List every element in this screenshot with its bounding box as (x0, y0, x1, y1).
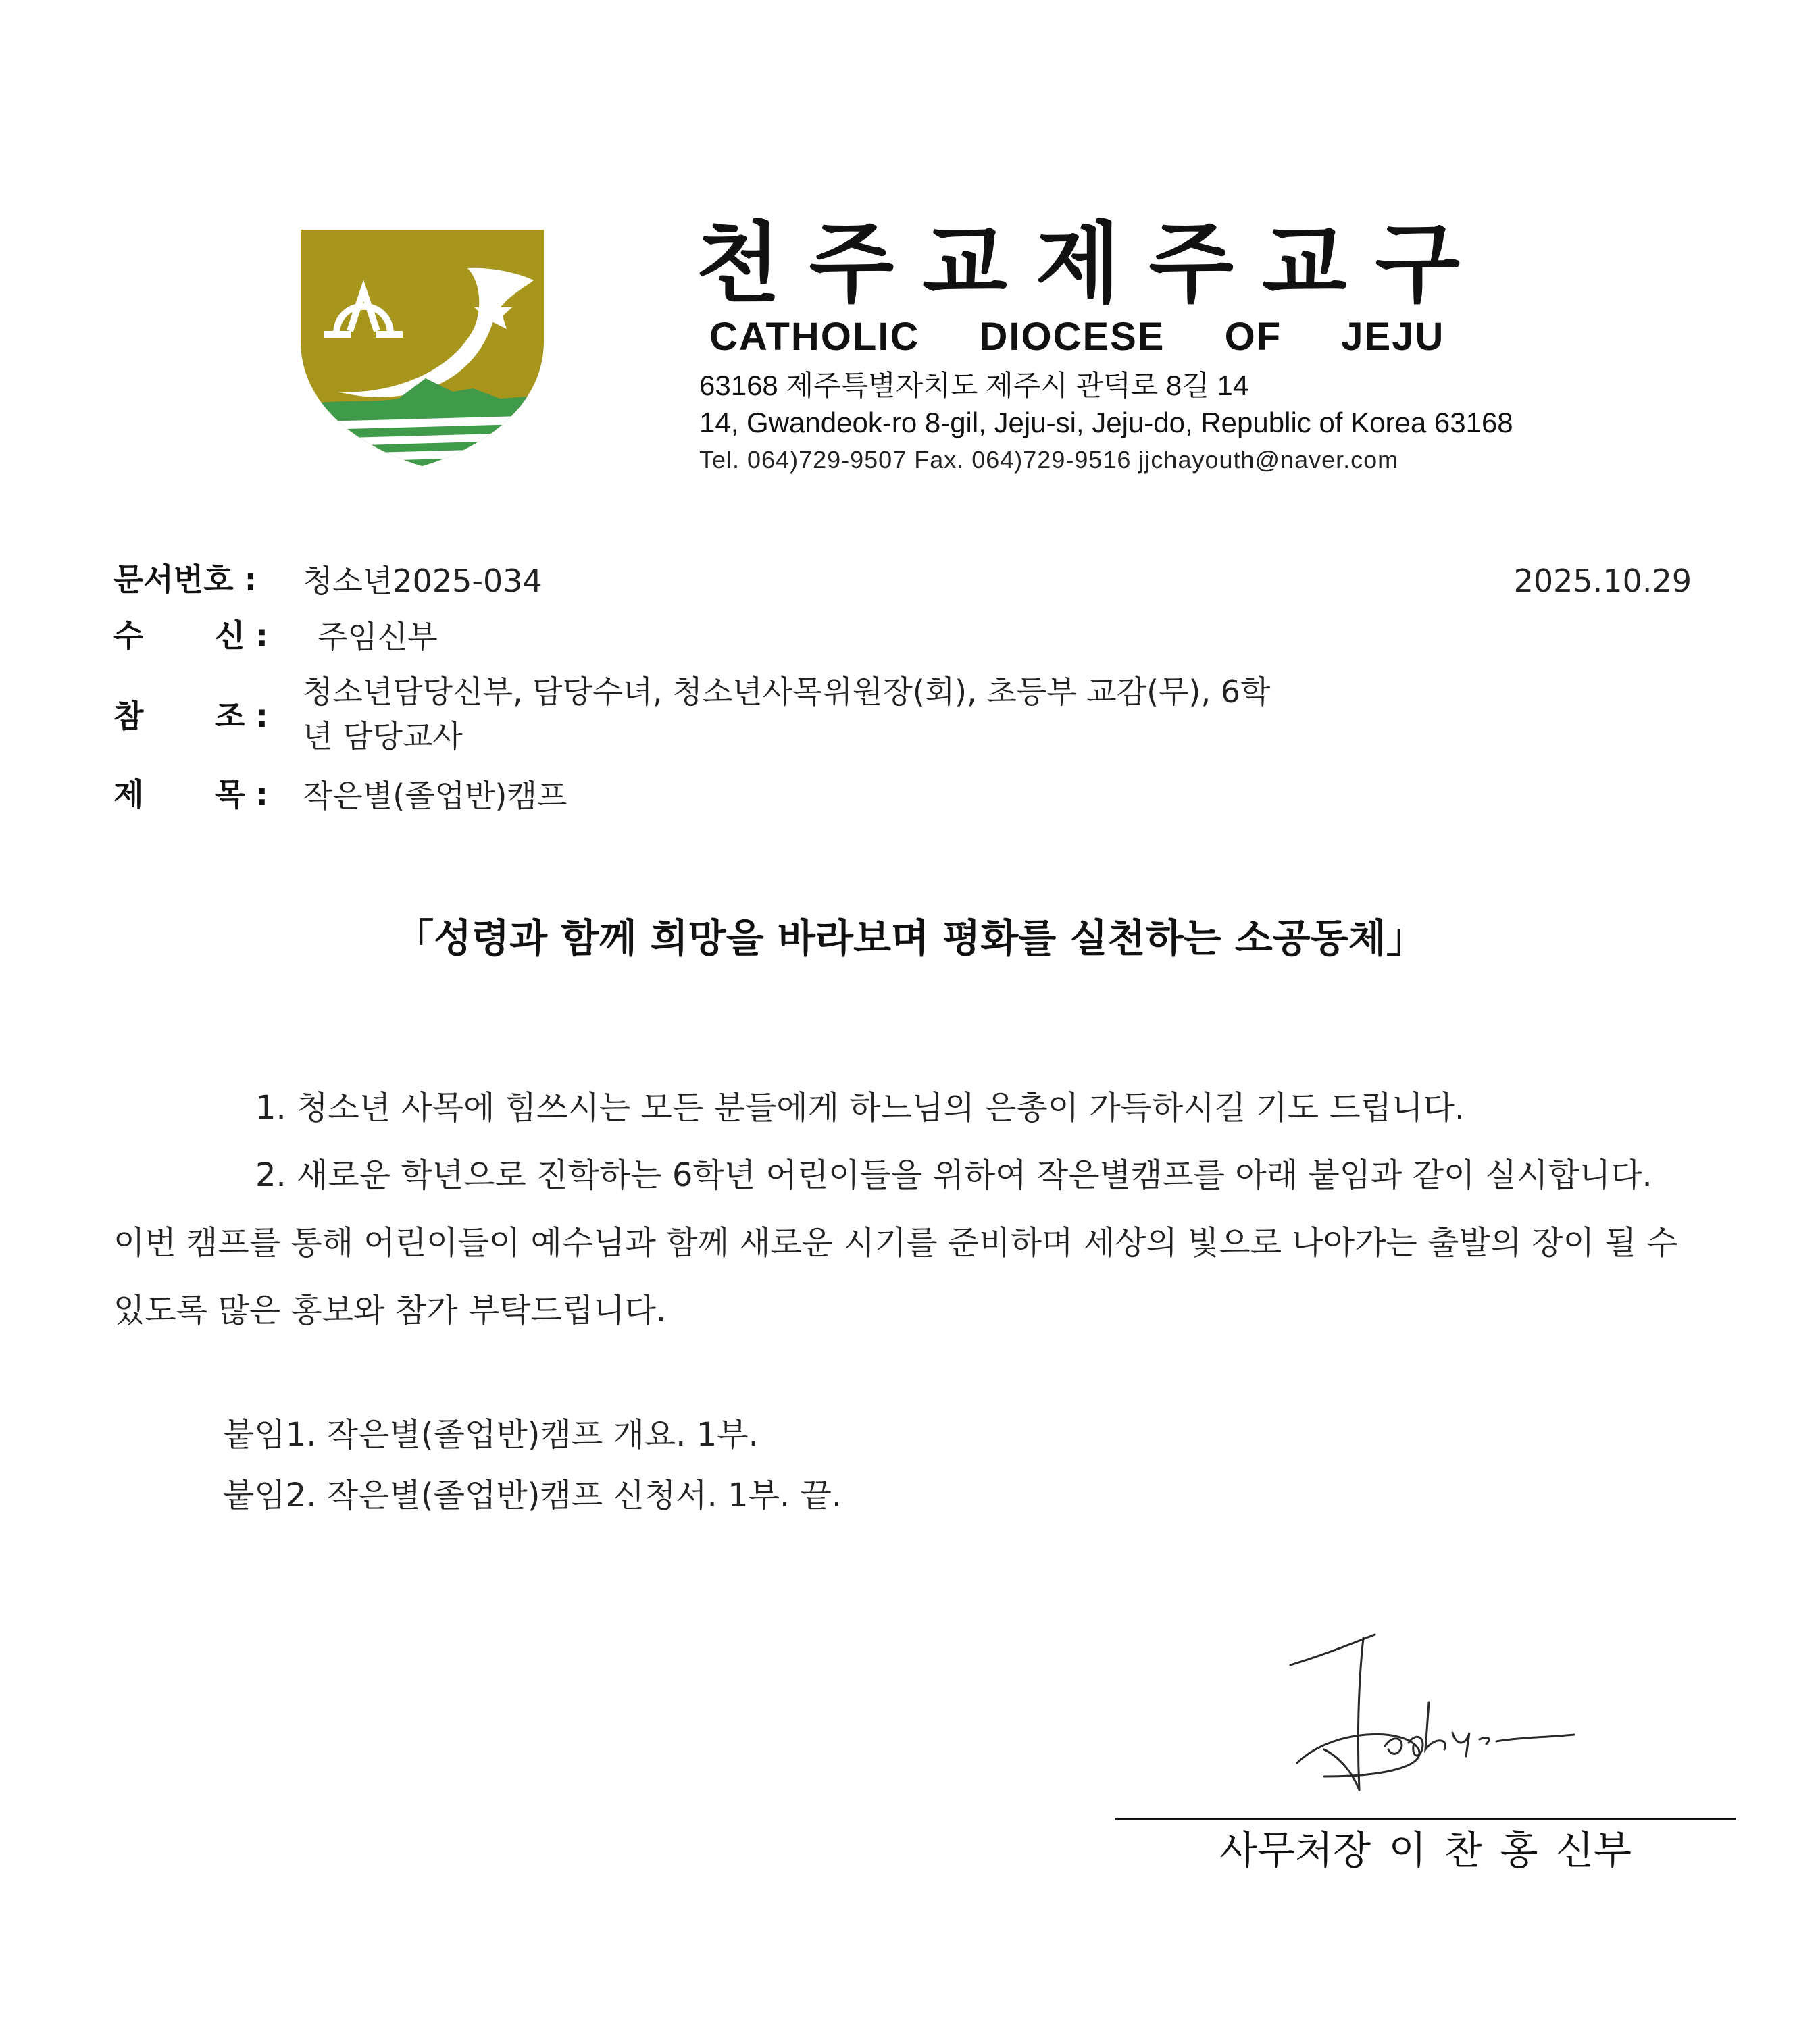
cc-line-1: 청소년담당신부, 담당수녀, 청소년사목위원장(회), 초등부 교감(무), 6학 (303, 673, 1271, 710)
recipient: 주임신부 (318, 619, 438, 655)
diocese-logo (297, 226, 547, 469)
contact-info: Tel. 064)729-9507 Fax. 064)729-9516 jjchayouth@naver.com (699, 446, 1399, 474)
attachment-1: 붙임1. 작은별(졸업반)캠프 개요. 1부. (223, 1416, 759, 1454)
subject-label-a: 제 (113, 776, 144, 813)
cc-label-b: 조 : (215, 698, 268, 734)
cc-line-2: 년 담당교사 (303, 718, 463, 755)
doc-date: 2025.10.29 (1513, 563, 1692, 599)
paragraph-2: 2. 새로운 학년으로 진학하는 6학년 어린이들을 위하여 작은별캠프를 아래 붙임과 같이 실시합니다. 이번 캠프를 통해 어린이들이 예수님과 함께 새로운 시기를 준비하며 세상의 빛으로 나아가는 출발의 장이 될 수 있도록 많은 홍보와 참가 부탁드립니다. (113, 1156, 1678, 1329)
signer-name: 사무처장 이 찬 홍 신부 (1219, 1827, 1632, 1873)
recipient-label-a: 수 (113, 617, 144, 654)
handwritten-signature (1284, 1621, 1594, 1810)
address-kr: 63168 제주특별자치도 제주시 관덕로 8길 14 (699, 369, 1249, 401)
recipient-label-b: 신 : (215, 617, 268, 654)
doc-number-label: 문서번호 : (113, 561, 257, 598)
paragraph-1: 1. 청소년 사목에 힘쓰시는 모든 분들에게 하느님의 은총이 가득하시길 기도 드립니다. (255, 1089, 1465, 1127)
recipient-label (113, 617, 276, 654)
subject: 작은별(졸업반)캠프 (303, 777, 567, 814)
org-name-kr: 천주교제주교구 (696, 212, 1489, 315)
address-en: 14, Gwandeok-ro 8-gil, Jeju-si, Jeju-do, Republic of Korea 63168 (699, 407, 1513, 438)
subject-label-b: 목 : (215, 776, 268, 813)
doc-number: 청소년2025-034 (303, 563, 542, 599)
subject-label (113, 776, 276, 813)
cc-label (113, 700, 276, 732)
signature-line (1115, 1818, 1736, 1820)
org-name-en: CATHOLIC DIOCESE OF JEJU (709, 315, 1445, 359)
motto: 「성령과 함께 희망을 바라보며 평화를 실천하는 소공동체」 (395, 915, 1425, 961)
cc-label-a: 참 (113, 698, 144, 734)
attachment-2: 붙임2. 작은별(졸업반)캠프 신청서. 1부. 끝. (223, 1477, 842, 1514)
